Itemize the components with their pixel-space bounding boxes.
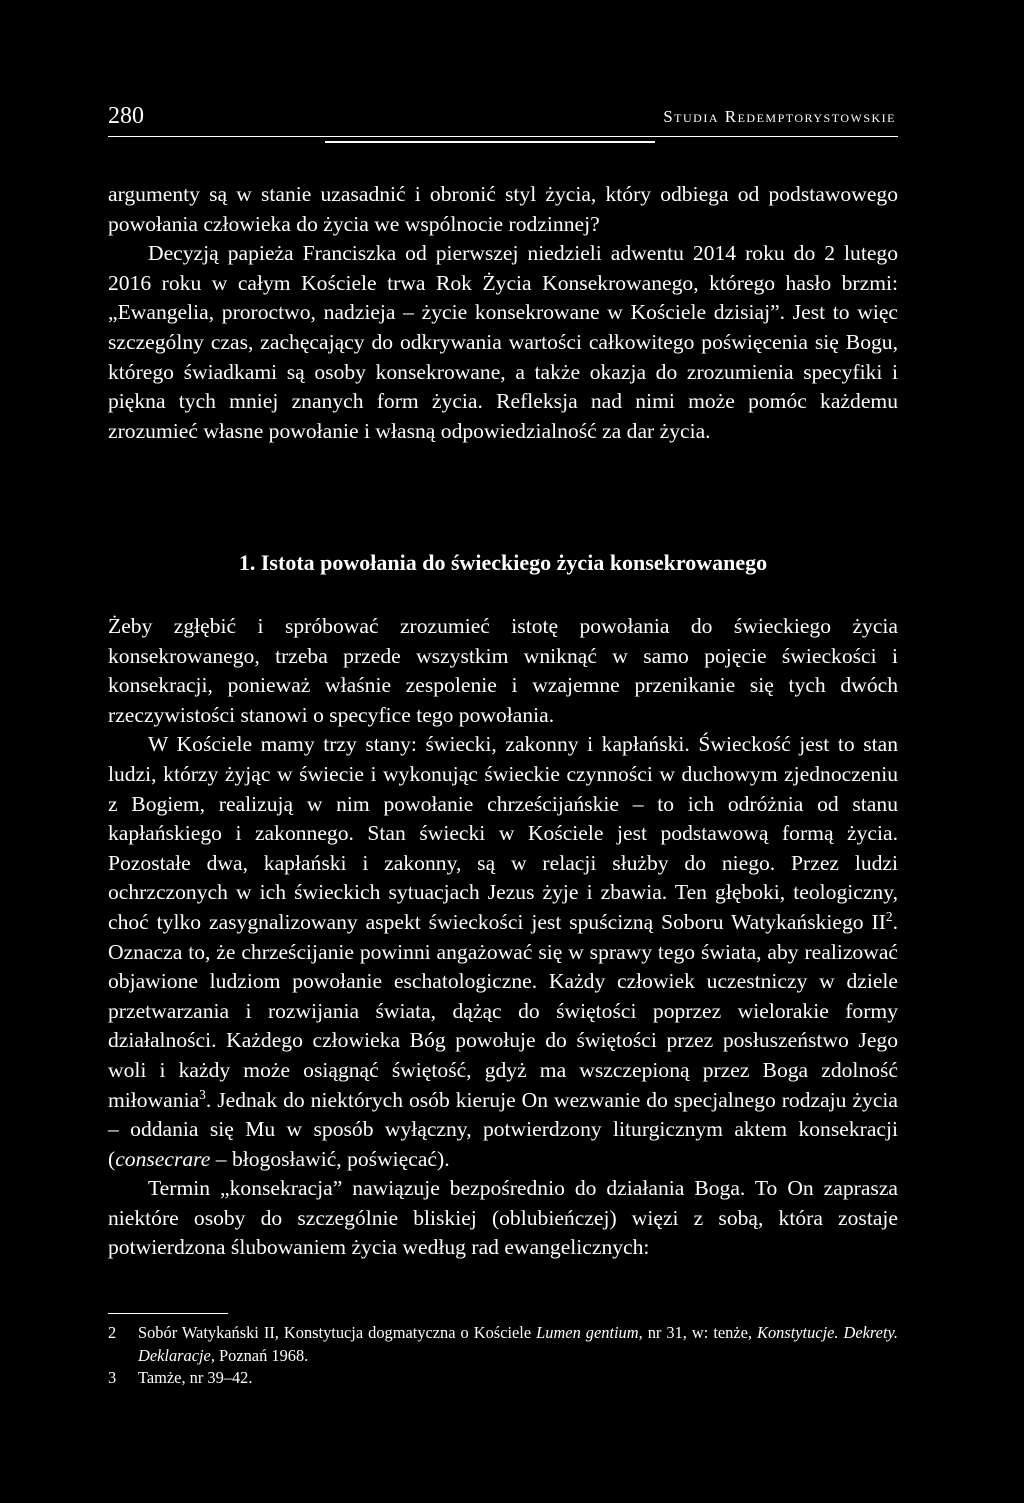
intro-paragraph-2: Decyzją papieża Franciszka od pierwszej niedzieli adwentu 2014 roku do 2 lutego 2016 roku w całym Kościele trwa Rok Życia Konsekrowanego, którego hasło brzmi: „Ewangelia, proroctwo, nadzieja – życie konsekrowane w Kościele dzisiaj”. Jest to więc szczególny czas, zachęcający do odkrywania wartości całkowitego poświęcenia się Bogu, którego świadkami są osoby konsekrowane, a także okazja do zrozumienia specyfiki i piękna tych mniej znanych form życia. Refleksja nad nimi może pomóc każdemu zrozumieć własne powołanie i własną odpowiedzialność za dar życia. [108,241,898,443]
footnote-text: , Poznań 1968. [210,1345,309,1365]
section-paragraph-3: Termin „konsekracja” nawiązuje bezpośrednio do działania Boga. To On zaprasza niektóre osoby do szczególnie bliskiej (oblubieńczej) więzi z sobą, która zostaje potwierdzona ślubowaniem życia według rad ewangelicznych: [108,1176,898,1260]
intro-text [108,180,898,446]
latin-term: consecrare [115,1146,211,1171]
footnote-text: Sobór Watykański II, Konstytucja dogmatyczna o Kościele [138,1323,537,1342]
footnote-separator [108,1313,228,1314]
footnote-title: Konstytucje. Dekrety. Deklaracje [138,1323,898,1365]
journal-title: Studia Redemptorystowskie [663,107,896,126]
footnote-text: Tamże, nr 39–42. [138,1368,253,1387]
section-body [108,612,898,1263]
section-paragraph-1: Żeby zgłębić i spróbować zrozumieć istotę powołania do świeckiego życia konsekrowanego, trzeba przede wszystkim wniknąć w samo pojęcie świeckości i konsekracji, ponieważ właśnie zespolenie i wzajemne przenikanie się tych dwóch rzeczywistości stanowi o specyfice tego powołania. [108,614,898,727]
page-number: 280 [108,103,144,129]
header-rule-accent [325,141,655,143]
footnote-3 [108,1367,898,1390]
footnote-text: , nr 31, w: tenże, [638,1323,758,1342]
footnote-title: Lumen gentium [536,1323,639,1342]
section-paragraph-2 [108,730,898,1174]
paragraph-text: . Jednak do niektórych osób kieruje On wezwanie do specjalnego rodzaju życia – oddania się Mu w sposób wyłączny, potwierdzony liturgicznym aktem konsekracji ( [108,1087,898,1171]
paragraph-text: . Oznacza to, że chrześcijanie powinni angażować się w sprawy tego świata, aby realizować objawione ludziom powołanie eschatologiczne. Każdy człowiek uczestniczy w dziele przetwarzania i rozwijania świata, dążąc do świętości poprzez wielorakie formy działalności. Każdego człowieka Bóg powołuje do świętości przez posłuszeństwo Jego woli i każdy może osiągnąć świętość, gdyż ma wszczepioną przez Boga zdolność miłowania [108,909,898,1112]
footnote-number: 3 [108,1368,117,1387]
intro-paragraph-1: argumenty są w stanie uzasadnić i obronić styl życia, który odbiega od podstawowego powołania człowieka do życia we wspólnocie rodzinnej? [108,182,898,236]
footnotes [108,1322,898,1390]
footnote-ref-3[interactable]: 3 [199,1086,206,1102]
paragraph-text: – błogosławić, poświęcać). [210,1146,450,1171]
footnote-ref-2[interactable]: 2 [885,908,893,924]
section-heading: 1. Istota powołania do świeckiego życia konsekrowanego [238,550,768,575]
footnote-number: 2 [108,1323,117,1342]
running-head [108,100,896,132]
footnote-2 [108,1322,898,1367]
header-rule [108,136,898,137]
paragraph-text: W Kościele mamy trzy stany: świecki, zakonny i kapłański. Świeckość jest to stan ludzi, którzy żyjąc w świecie i wykonując świeckie czynności w duchowym zjednoczeniu z Bogiem, realizują w nim powołanie chrześcijańskie – to ich odróżnia od stanu kapłańskiego i zakonnego. Stan świecki w Kościele jest podstawową formą życia. Pozostałe dwa, kapłański i zakonny, są w relacji służby do niego. Przez ludzi ochrzczonych w ich świeckich sytuacjach Jezus żyje i zbawia. Ten głęboki, teologiczny, choć tylko zasygnalizowany aspekt świeckości jest spuścizną Soboru Watykańskiego II [108,732,898,934]
